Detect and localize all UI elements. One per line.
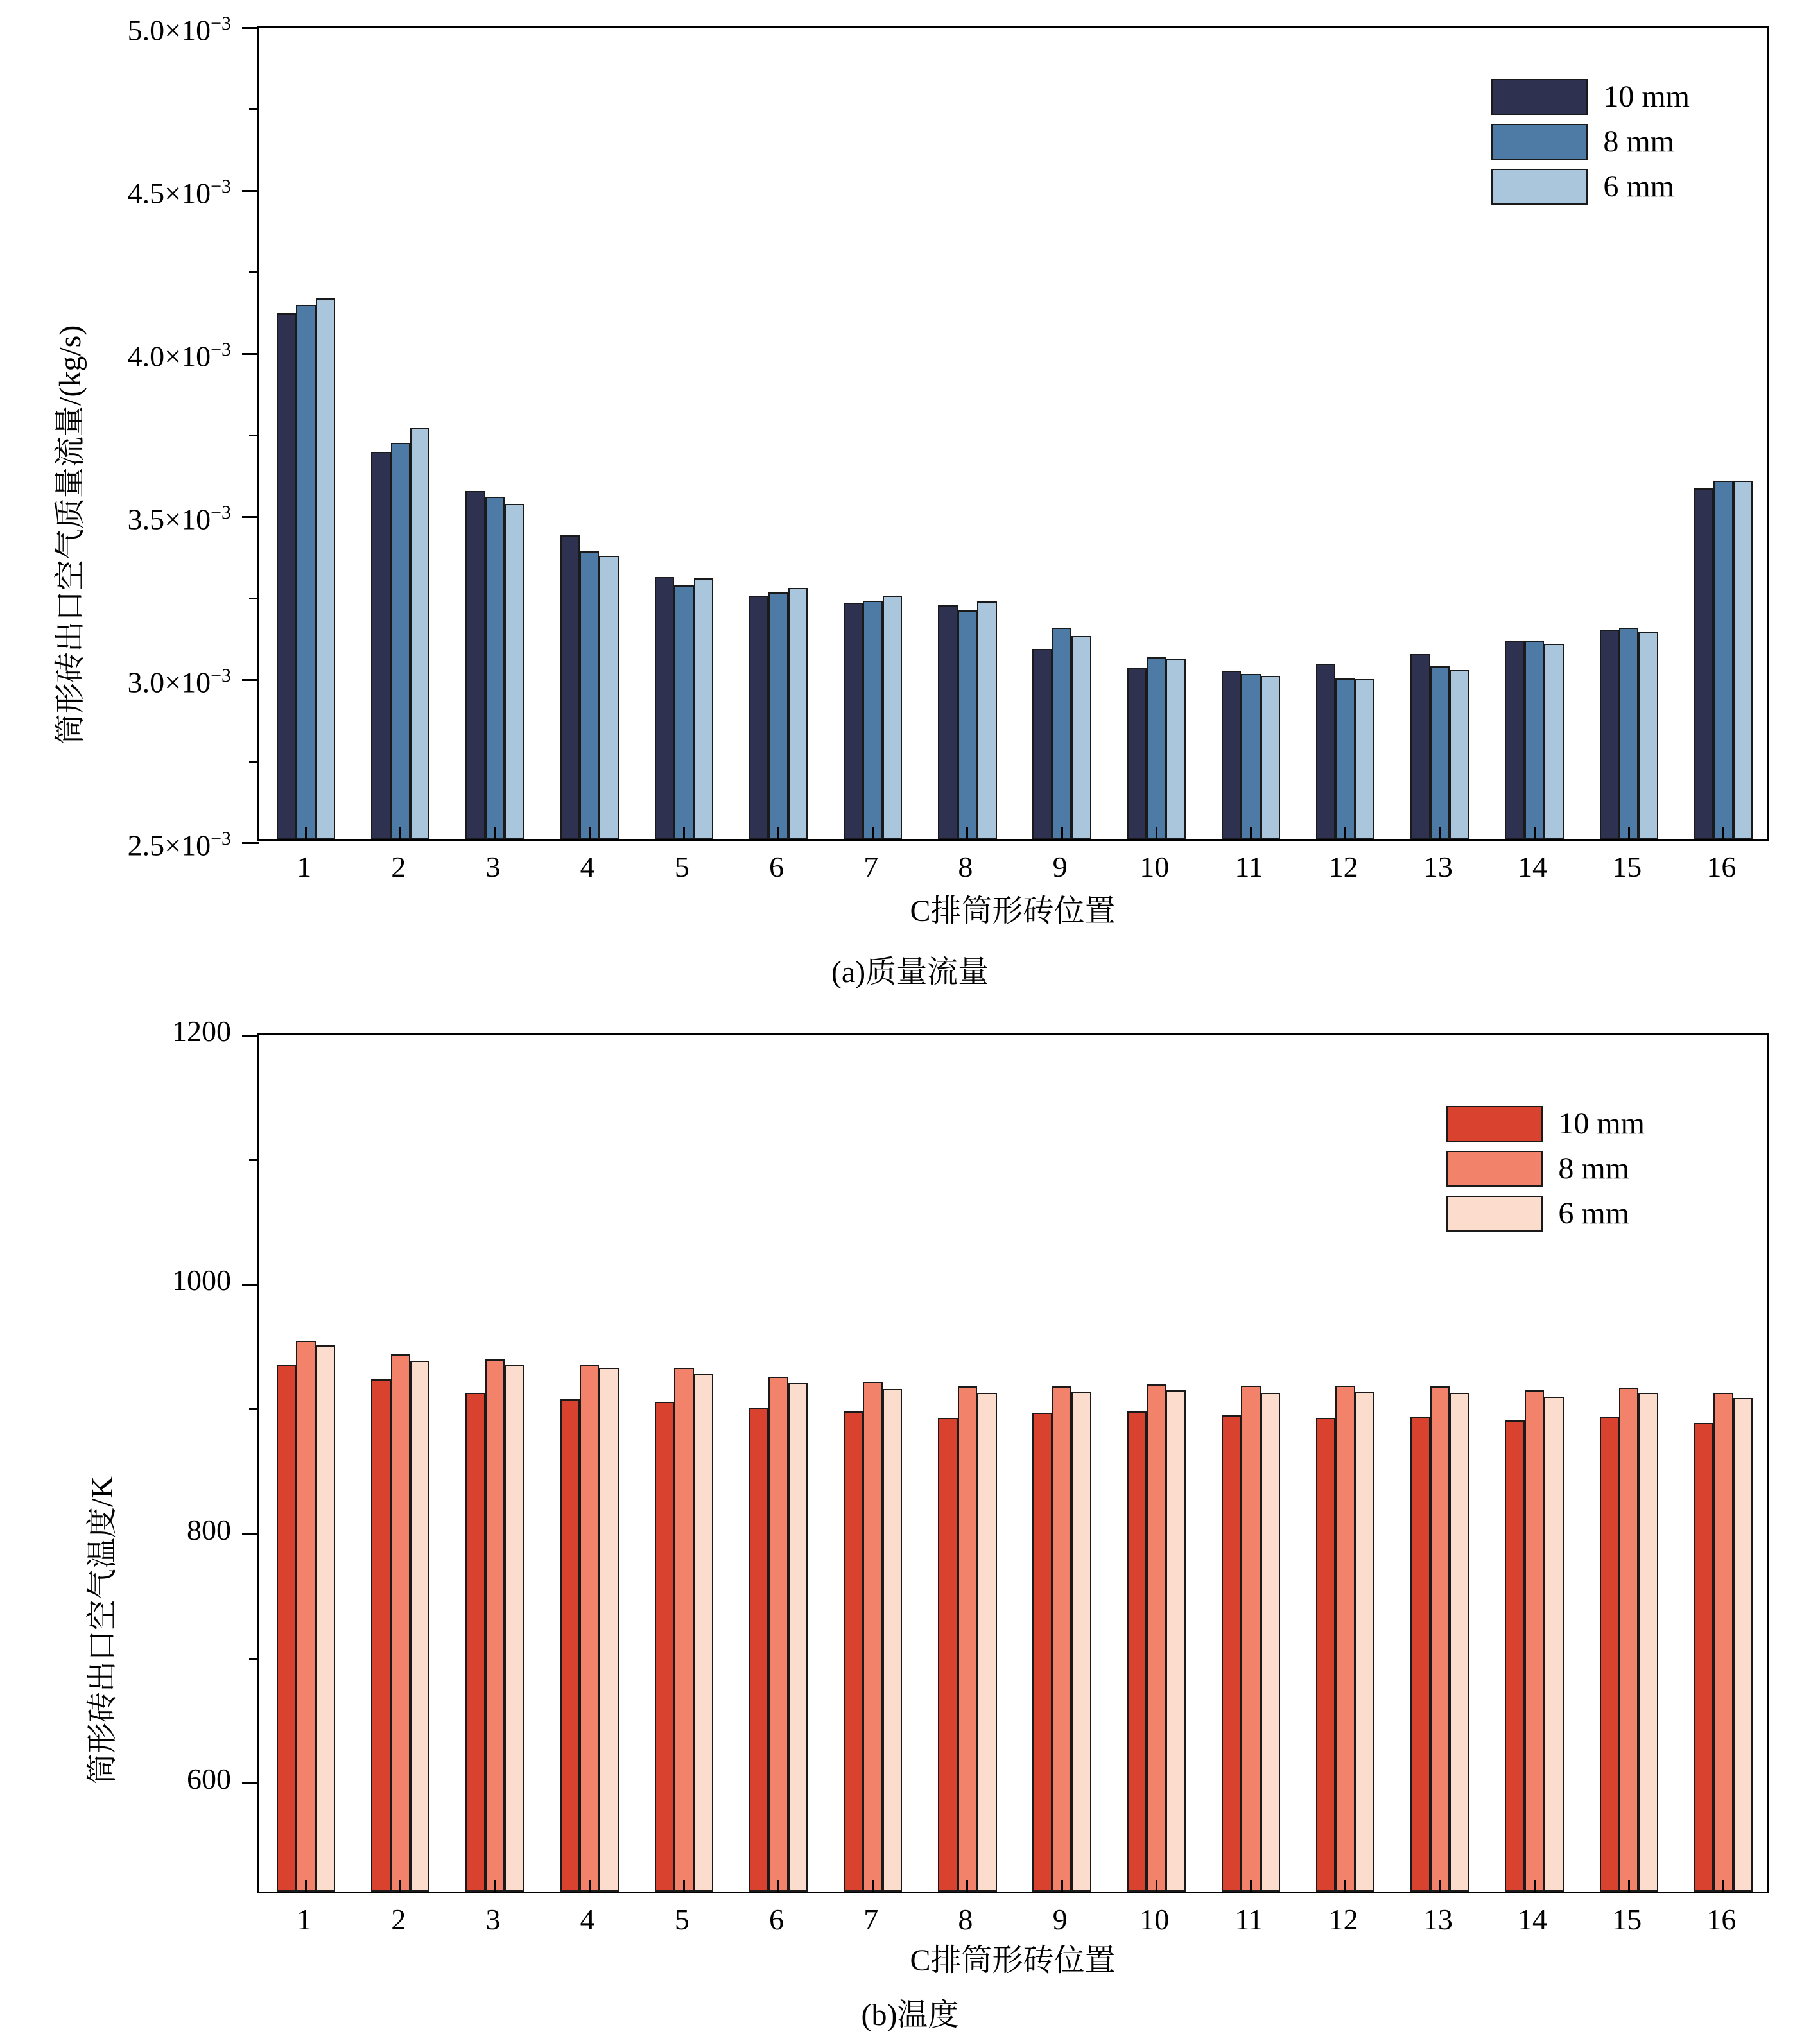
bar [788, 588, 808, 839]
x-tick [966, 827, 968, 839]
bar [1600, 1417, 1619, 1892]
bar-group [1694, 1035, 1753, 1892]
x-tick-label: 1 [297, 1903, 312, 1936]
x-tick-label: 2 [391, 1903, 406, 1936]
y-tick-label: 800 [187, 1513, 231, 1546]
bar [883, 596, 902, 839]
bar [768, 592, 788, 839]
y-tick [242, 1035, 259, 1037]
bar [1127, 668, 1147, 839]
bar [1638, 1393, 1658, 1892]
x-tick-label: 11 [1235, 850, 1263, 883]
legend-label-6mm: 6 mm [1558, 1196, 1629, 1230]
bar [599, 1368, 618, 1892]
y-tick-label: $4.0\times 10^{-3}$ [127, 339, 231, 373]
bar [1052, 628, 1071, 839]
bar-group [1694, 28, 1753, 839]
bar [1694, 488, 1713, 839]
x-tick [1344, 827, 1346, 839]
x-tick-label: 8 [958, 1903, 973, 1936]
y-tick-minor [249, 271, 259, 273]
x-tick-label: 4 [580, 1903, 595, 1936]
bar [958, 1386, 977, 1892]
y-tick-minor [249, 435, 259, 436]
bar [316, 298, 335, 839]
x-tick-label: 12 [1328, 1903, 1358, 1936]
bar [1505, 641, 1524, 839]
bar [938, 1418, 957, 1892]
bar [485, 1359, 505, 1892]
bar [371, 1379, 390, 1892]
x-tick [1344, 1880, 1346, 1892]
bar [977, 601, 996, 839]
legend-swatch-10mm [1446, 1106, 1543, 1142]
y-tick [242, 190, 259, 192]
bar [863, 601, 882, 839]
x-tick [777, 827, 779, 839]
y-tick-label: 1200 [172, 1015, 231, 1047]
bar [674, 1368, 693, 1892]
legend-label-10mm: 10 mm [1603, 80, 1690, 114]
legend-temperature [1446, 1106, 1645, 1232]
legend-label-10mm: 10 mm [1558, 1107, 1645, 1141]
x-tick [589, 827, 591, 839]
y-axis-title-mass-flow: 筒形砖出口空气质量流量/(kg/s) [53, 325, 87, 745]
y-tick-minor [249, 761, 259, 763]
x-tick [872, 1880, 874, 1892]
legend-item [1446, 1106, 1645, 1142]
legend-item [1491, 79, 1690, 115]
bar-group [938, 1035, 996, 1892]
bar [1147, 657, 1166, 839]
bar [883, 1389, 902, 1892]
legend-swatch-10mm [1491, 79, 1588, 115]
bar [465, 1393, 485, 1892]
x-tick [399, 1880, 401, 1892]
x-tick [1061, 827, 1063, 839]
y-tick-label: 600 [187, 1763, 231, 1796]
x-tick [1534, 827, 1536, 839]
x-tick-label: 8 [958, 850, 973, 883]
bar-group [371, 1035, 429, 1892]
bar [863, 1382, 882, 1892]
bar [1355, 1392, 1374, 1892]
bar [1733, 481, 1753, 839]
x-tick [1534, 1880, 1536, 1892]
legend-item [1446, 1196, 1645, 1232]
bar [1619, 1388, 1638, 1892]
bar-group [560, 28, 619, 839]
y-tick [242, 516, 259, 518]
bar [410, 428, 429, 839]
y-tick-label: $5.0\times 10^{-3}$ [127, 13, 231, 47]
y-tick [242, 1284, 259, 1286]
x-tick-label: 13 [1423, 850, 1453, 883]
bar-group [655, 28, 713, 839]
x-tick-label: 15 [1612, 850, 1642, 883]
y-tick-minor [249, 1159, 259, 1161]
chart-mass-flow [0, 0, 1820, 1008]
legend-label-8mm: 8 mm [1558, 1151, 1629, 1185]
legend-item [1446, 1151, 1645, 1187]
x-tick [1250, 827, 1252, 839]
x-tick-label: 13 [1423, 1903, 1453, 1936]
x-tick [1156, 1880, 1157, 1892]
x-tick [1628, 827, 1630, 839]
bar [599, 556, 618, 839]
x-tick-label: 6 [769, 1903, 784, 1936]
x-tick [1156, 827, 1157, 839]
x-tick [1439, 1880, 1441, 1892]
x-tick-label: 2 [391, 850, 406, 883]
x-tick [589, 1880, 591, 1892]
y-tick-label: $2.5\times 10^{-3}$ [127, 828, 231, 862]
y-tick-label: $3.0\times 10^{-3}$ [127, 665, 231, 699]
y-tick [242, 679, 259, 681]
x-tick [777, 1880, 779, 1892]
x-tick-label: 12 [1328, 850, 1358, 883]
bar [1430, 1386, 1450, 1892]
x-tick [1722, 1880, 1724, 1892]
bar [958, 610, 977, 839]
bar [844, 603, 863, 839]
bar [560, 1399, 580, 1892]
x-tick-label: 16 [1706, 1903, 1737, 1936]
legend-label-6mm: 6 mm [1603, 169, 1674, 203]
x-tick-label: 3 [485, 850, 501, 883]
bar-group [1222, 28, 1280, 839]
bar-group [1127, 1035, 1186, 1892]
x-tick-label: 4 [580, 850, 595, 883]
x-tick-label: 10 [1140, 1903, 1170, 1936]
bar-group [465, 1035, 524, 1892]
x-tick [1439, 827, 1441, 839]
y-tick-label: $3.5\times 10^{-3}$ [127, 502, 231, 536]
x-tick-label: 16 [1706, 850, 1737, 883]
legend-mass-flow [1491, 79, 1690, 205]
bar [1505, 1420, 1524, 1892]
bar [1619, 628, 1638, 839]
bar [1071, 636, 1091, 839]
figure-caption-b: (b)温度 [861, 1998, 959, 2032]
x-tick [494, 1880, 496, 1892]
x-tick [1628, 1880, 1630, 1892]
bar [655, 1402, 674, 1892]
bar [1032, 649, 1052, 839]
y-tick-label: $4.5\times 10^{-3}$ [127, 176, 231, 210]
x-tick-label: 5 [674, 1903, 689, 1936]
bar [1600, 630, 1619, 839]
x-tick-label: 5 [674, 850, 689, 883]
x-tick-label: 9 [1052, 850, 1068, 883]
bar [1544, 1397, 1563, 1892]
x-tick-label: 9 [1052, 1903, 1068, 1936]
bar [1410, 1417, 1430, 1892]
bar-group [655, 1035, 713, 1892]
bar [749, 596, 768, 839]
x-tick [494, 827, 496, 839]
x-tick-label: 14 [1518, 850, 1548, 883]
bar [694, 1374, 713, 1892]
legend-swatch-8mm [1491, 124, 1588, 160]
bar [1525, 641, 1544, 839]
bar-group [465, 28, 524, 839]
bar [1166, 1390, 1185, 1892]
x-tick [966, 1880, 968, 1892]
bar [1713, 481, 1733, 839]
plot-area-temperature [257, 1033, 1769, 1893]
bar [296, 305, 315, 839]
bar [1733, 1398, 1753, 1892]
y-tick-label: 1000 [172, 1264, 231, 1297]
bar-group [371, 28, 429, 839]
bar [1127, 1411, 1147, 1892]
bar [410, 1361, 429, 1892]
bar [1713, 1393, 1733, 1892]
bar [296, 1341, 315, 1892]
bar [1410, 654, 1430, 839]
figure-caption-a: (a)质量流量 [831, 955, 989, 989]
x-tick-label: 14 [1518, 1903, 1548, 1936]
bar [1032, 1413, 1052, 1892]
y-tick [242, 842, 259, 844]
bar-group [1410, 28, 1469, 839]
bar [788, 1383, 808, 1892]
x-tick [1250, 1880, 1252, 1892]
y-tick-minor [249, 108, 259, 110]
bar [560, 535, 580, 839]
bar-group [938, 28, 996, 839]
bar [1222, 671, 1241, 839]
bar [1166, 659, 1185, 839]
bar [1450, 670, 1469, 839]
bar [1071, 1392, 1091, 1892]
x-axis-title-temperature: C排筒形砖位置 [910, 1944, 1116, 1978]
bar [768, 1377, 788, 1892]
bar [580, 551, 599, 839]
bar [1241, 674, 1260, 839]
legend-item [1491, 169, 1690, 205]
bar [465, 491, 485, 839]
bar [391, 1354, 410, 1892]
bar [655, 577, 674, 839]
x-tick-label: 1 [297, 850, 312, 883]
x-tick [305, 827, 307, 839]
bar [316, 1345, 335, 1892]
x-tick-label: 6 [769, 850, 784, 883]
bar [1052, 1386, 1071, 1892]
bar-group [1222, 1035, 1280, 1892]
bar [694, 578, 713, 839]
legend-label-8mm: 8 mm [1603, 125, 1674, 159]
bar [1694, 1423, 1713, 1892]
bar-group [749, 1035, 808, 1892]
bar-group [277, 28, 335, 839]
legend-swatch-8mm [1446, 1151, 1543, 1187]
x-tick-label: 11 [1235, 1903, 1263, 1936]
bar [505, 1365, 524, 1892]
y-tick [242, 27, 259, 29]
y-tick-minor [249, 1658, 259, 1660]
bar [977, 1393, 996, 1892]
bar [1430, 666, 1450, 839]
x-tick [305, 1880, 307, 1892]
bar-group [1032, 28, 1091, 839]
bar-group [844, 28, 902, 839]
bar-group [560, 1035, 619, 1892]
bar-group [277, 1035, 335, 1892]
plot-area-mass-flow [257, 26, 1769, 841]
y-tick [242, 353, 259, 355]
y-tick [242, 1533, 259, 1535]
bar-group [1032, 1035, 1091, 1892]
bar [580, 1365, 599, 1892]
bar [1335, 678, 1355, 839]
bar [1335, 1386, 1355, 1892]
bar [844, 1411, 863, 1892]
bar [1261, 1393, 1280, 1892]
bar [1261, 676, 1280, 839]
x-axis-title-mass-flow: C排筒形砖位置 [910, 894, 1116, 928]
y-tick-minor [249, 1408, 259, 1410]
bar-group [1316, 28, 1374, 839]
bar [485, 497, 505, 839]
bar [674, 585, 693, 839]
bar [1241, 1386, 1260, 1892]
x-tick-label: 7 [863, 850, 879, 883]
bar [505, 504, 524, 839]
bar [749, 1408, 768, 1892]
bar [1525, 1390, 1544, 1892]
x-tick [683, 1880, 685, 1892]
bar-group [1316, 1035, 1374, 1892]
bar [1544, 644, 1563, 839]
bar-group [1127, 28, 1186, 839]
bar [391, 443, 410, 839]
x-tick-label: 15 [1612, 1903, 1642, 1936]
chart-temperature [0, 1008, 1820, 2032]
x-tick [683, 827, 685, 839]
x-tick [872, 827, 874, 839]
bar [938, 605, 957, 839]
x-tick-label: 10 [1140, 850, 1170, 883]
bar [1355, 679, 1374, 839]
bar [277, 1365, 296, 1892]
x-tick [1061, 1880, 1063, 1892]
bar [371, 452, 390, 840]
legend-swatch-6mm [1491, 169, 1588, 205]
bar [1316, 664, 1335, 839]
x-tick [399, 827, 401, 839]
bar [1316, 1418, 1335, 1892]
bar [1147, 1384, 1166, 1892]
bar-group [749, 28, 808, 839]
y-tick-minor [249, 598, 259, 599]
y-axis-title-temperature: 筒形砖出口空气温度/K [85, 1476, 119, 1784]
bar [1638, 632, 1658, 839]
legend-swatch-6mm [1446, 1196, 1543, 1232]
bar [1222, 1415, 1241, 1892]
bar [277, 313, 296, 839]
x-tick [1722, 827, 1724, 839]
bar [1450, 1393, 1469, 1892]
legend-item [1491, 124, 1690, 160]
bar-group [844, 1035, 902, 1892]
x-tick-label: 7 [863, 1903, 879, 1936]
y-tick [242, 1782, 259, 1784]
x-tick-label: 3 [485, 1903, 501, 1936]
